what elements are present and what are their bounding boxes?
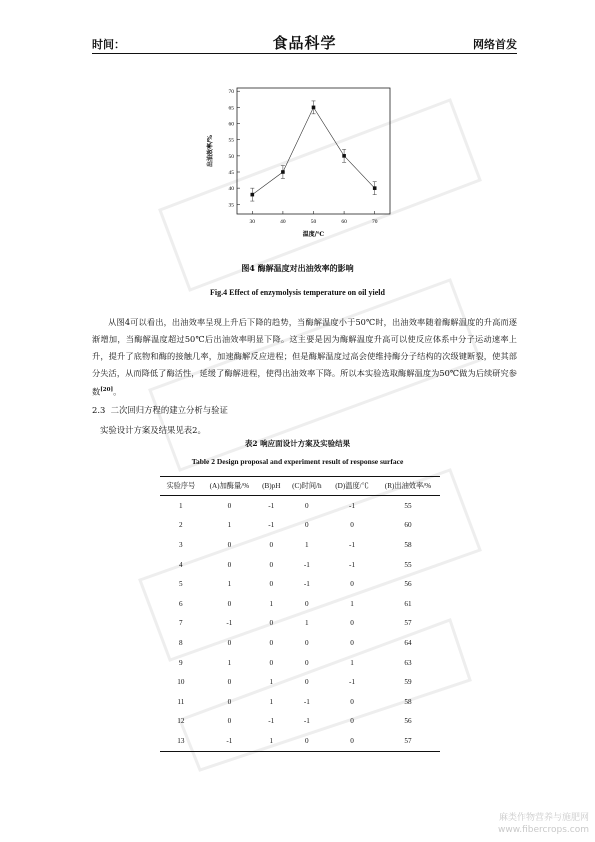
table-header-cell: (C)时间/h bbox=[286, 477, 329, 496]
table-cell: -1 bbox=[349, 560, 356, 569]
table-cell: 10 bbox=[177, 678, 185, 687]
table-cell: 7 bbox=[179, 619, 183, 628]
series-line bbox=[252, 107, 374, 194]
table-cell: -1 bbox=[268, 717, 275, 726]
table-cell: 1 bbox=[305, 619, 309, 628]
table-row bbox=[160, 594, 440, 614]
y-tick-label: 65 bbox=[228, 105, 234, 112]
y-tick-label: 55 bbox=[228, 137, 234, 144]
y-tick-label: 50 bbox=[228, 153, 234, 160]
table-cell: 57 bbox=[376, 731, 440, 751]
y-axis-label: 出油效率/% bbox=[207, 135, 214, 167]
table-row bbox=[160, 633, 440, 653]
table-cell: 0 bbox=[227, 638, 232, 647]
table-cell: 0 bbox=[227, 678, 232, 687]
table-cell: 0 bbox=[227, 717, 232, 726]
table-row bbox=[160, 672, 440, 692]
table-cell: 13 bbox=[160, 731, 202, 751]
table-cell: 0 bbox=[305, 678, 309, 687]
table-reference-text: 实验设计方案及结果见表2。 bbox=[100, 425, 206, 435]
table-row bbox=[160, 653, 440, 673]
table-header-cell: (D)温度/℃ bbox=[328, 477, 376, 496]
table-cell: -1 bbox=[303, 697, 310, 706]
table-cell: 2 bbox=[179, 521, 183, 530]
footer-watermark bbox=[498, 812, 589, 836]
paragraph-text: 从图4可以看出，出油效率呈现上升后下降的趋势，当酶解温度小于50℃时，出油效率随着酶解温度的升高而逐渐增加，当酶解温度超过50℃后出油效率明显下降。这主要是因为酶解温度升高可以使反应体系中分子运动速率上升，提升了底物和酶的接触几率，加速酶解反应进程；但是酶解温度过高会使维持酶分子结构的次级键断裂，使其部分失活，从而降低了酶活性，延缓了酶解进程，使得出油效率下降。所以本实验选取酶解温度为50℃做为后续研究参数 bbox=[92, 317, 517, 397]
table-cell: 0 bbox=[269, 580, 274, 589]
table-cell: 0 bbox=[269, 619, 274, 628]
table-row bbox=[160, 535, 440, 555]
table-header-cell: 实验序号 bbox=[160, 477, 202, 496]
citation-ref: [20] bbox=[100, 387, 114, 393]
table-cell: 0 bbox=[269, 638, 274, 647]
table-cell: 0 bbox=[350, 717, 354, 726]
data-point bbox=[281, 170, 285, 174]
table-cell: 0 bbox=[350, 521, 354, 530]
table-cell: 1 bbox=[350, 658, 354, 667]
table-cell: 0 bbox=[305, 638, 309, 647]
table-cell: -1 bbox=[303, 580, 310, 589]
table-cell: 0 bbox=[227, 697, 232, 706]
table-cell: 1 bbox=[269, 678, 274, 687]
table-cell: 0 bbox=[305, 501, 309, 510]
table-cell: 63 bbox=[404, 658, 412, 667]
table-cell: 1 bbox=[227, 580, 232, 589]
x-tick-label: 30 bbox=[249, 219, 256, 225]
table-cell: 0 bbox=[227, 599, 232, 608]
x-tick-label: 60 bbox=[341, 219, 347, 225]
table-cell: 1 bbox=[269, 697, 274, 706]
response-surface-table bbox=[160, 476, 440, 752]
body-paragraph bbox=[92, 314, 517, 401]
table-cell: -1 bbox=[226, 619, 233, 628]
table-cell: 0 bbox=[350, 638, 354, 647]
table-cell: -1 bbox=[303, 717, 310, 726]
table-cell: 0 bbox=[227, 560, 232, 569]
header-rule bbox=[92, 53, 517, 54]
figure-caption-cn: 图4 酶解温度对出油效率的影响 bbox=[241, 263, 354, 273]
table-cell: 4 bbox=[179, 560, 183, 569]
table-caption-cn: 表2 响应面设计方案及实验结果 bbox=[244, 439, 351, 448]
table-cell: 1 bbox=[350, 599, 354, 608]
table-cell: 12 bbox=[177, 717, 185, 726]
page-header bbox=[92, 30, 517, 52]
data-point bbox=[312, 106, 316, 110]
oil-yield-chart bbox=[200, 82, 400, 242]
table-cell: 0 bbox=[286, 731, 329, 751]
table-cell: 56 bbox=[404, 717, 412, 726]
table-cell: 56 bbox=[404, 580, 412, 589]
table-cell: 0 bbox=[328, 731, 376, 751]
table-cell: 0 bbox=[350, 619, 354, 628]
x-axis-label: 温度/℃ bbox=[302, 231, 325, 238]
table-cell: 57 bbox=[404, 619, 412, 628]
table-cell: 60 bbox=[404, 521, 412, 530]
table-cell: 1 bbox=[179, 501, 183, 510]
table-cell: 1 bbox=[227, 658, 232, 667]
table-cell: 6 bbox=[179, 599, 183, 608]
table-cell: 58 bbox=[404, 540, 412, 549]
footer-watermark-url: www.fibercrops.com bbox=[498, 825, 589, 835]
table-cell: 0 bbox=[269, 540, 274, 549]
table-cell: 64 bbox=[404, 638, 412, 647]
table-cell: 58 bbox=[404, 697, 412, 706]
table-header-cell: (B)pH bbox=[257, 477, 285, 496]
x-tick-label: 70 bbox=[371, 219, 378, 225]
table-cell: 0 bbox=[227, 501, 232, 510]
table-cell: 61 bbox=[404, 599, 412, 608]
table-cell: 8 bbox=[179, 638, 183, 647]
table-row bbox=[160, 614, 440, 634]
y-tick-label: 60 bbox=[228, 121, 234, 128]
table-cell: 1 bbox=[227, 521, 232, 530]
table-cell: 55 bbox=[404, 560, 412, 569]
table-cell: 59 bbox=[404, 678, 412, 687]
journal-title: 食品科学 bbox=[272, 34, 337, 52]
table-cell: 9 bbox=[179, 658, 183, 667]
y-tick-label: 40 bbox=[228, 186, 234, 193]
table-row bbox=[160, 555, 440, 575]
table-header-cell: (R)出油效率/% bbox=[376, 477, 440, 496]
x-tick-label: 40 bbox=[280, 219, 286, 225]
data-point bbox=[373, 186, 377, 190]
table-row bbox=[160, 574, 440, 594]
table-cell: -1 bbox=[349, 540, 356, 549]
table-row bbox=[160, 731, 440, 751]
table-cell: -1 bbox=[268, 501, 275, 510]
table-cell: -1 bbox=[268, 521, 275, 530]
y-tick-label: 45 bbox=[228, 170, 234, 176]
table-row bbox=[160, 692, 440, 712]
section-heading bbox=[92, 404, 228, 416]
table-cell: 3 bbox=[179, 540, 183, 549]
y-tick-label: 70 bbox=[228, 89, 234, 96]
table-row bbox=[160, 496, 440, 516]
table-cell: -1 bbox=[202, 731, 257, 751]
header-time-label: 时间： bbox=[92, 38, 125, 51]
table-row bbox=[160, 712, 440, 732]
table-cell: -1 bbox=[303, 560, 310, 569]
table-caption-en: Table 2 Design proposal and experiment result of response surface bbox=[191, 457, 404, 466]
table-row bbox=[160, 516, 440, 536]
table-cell: 0 bbox=[305, 658, 309, 667]
table-cell: -1 bbox=[349, 678, 356, 687]
table-cell: 1 bbox=[305, 540, 309, 549]
table-cell: 1 bbox=[269, 599, 274, 608]
table-cell: 0 bbox=[269, 658, 274, 667]
data-point bbox=[251, 193, 255, 197]
table-cell: 0 bbox=[227, 540, 232, 549]
table-cell: 0 bbox=[350, 697, 354, 706]
table-cell: -1 bbox=[349, 501, 356, 510]
header-online-first: 网络首发 bbox=[473, 38, 517, 51]
figure-caption-en: Fig.4 Effect of enzymolysis temperature on oil yield bbox=[210, 288, 385, 297]
section-number: 2.3 bbox=[92, 405, 106, 415]
footer-watermark-cn: 麻类作物营养与施肥网 bbox=[498, 813, 589, 823]
table-header-row bbox=[160, 477, 440, 496]
table-cell: 1 bbox=[257, 731, 285, 751]
x-tick-label: 50 bbox=[310, 219, 317, 225]
table-header-cell: (A)加酶量/% bbox=[202, 477, 257, 496]
table-cell: 0 bbox=[305, 521, 309, 530]
table-cell: 0 bbox=[269, 560, 274, 569]
table-cell: 55 bbox=[404, 501, 412, 510]
paragraph-end: 。 bbox=[113, 386, 122, 397]
data-point bbox=[342, 154, 346, 158]
section-title: 二次回归方程的建立分析与验证 bbox=[110, 405, 228, 415]
y-tick-label: 35 bbox=[228, 202, 234, 209]
table-cell: 5 bbox=[179, 580, 183, 589]
table-cell: 0 bbox=[305, 599, 309, 608]
table-cell: 0 bbox=[350, 580, 354, 589]
table-cell: 11 bbox=[177, 697, 185, 706]
